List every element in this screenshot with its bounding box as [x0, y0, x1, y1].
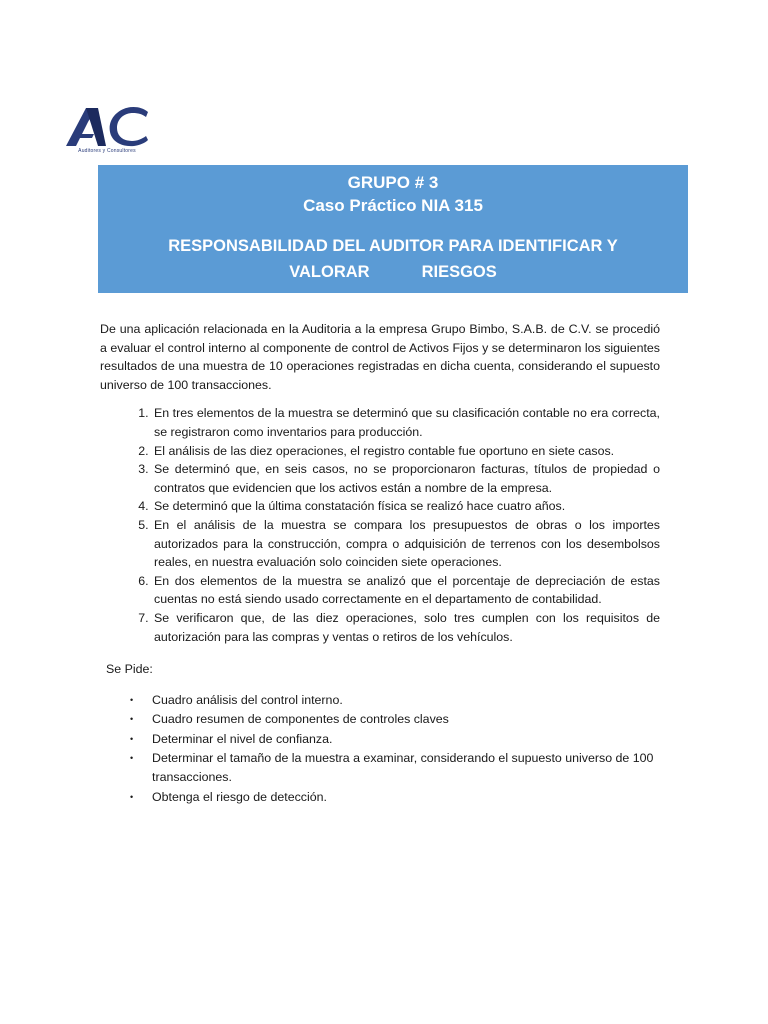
- document-body: [100, 320, 660, 807]
- logo-subtitle: Auditores y Consultores: [78, 148, 136, 154]
- finding-item: 1. En tres elementos de la muestra se determinó que su clasificación contable no era correcta, se registraron como inventarios para producción.: [152, 404, 660, 441]
- finding-item: 6. En dos elementos de la muestra se analizó que el porcentaje de depreciación de estas cuentas no está siendo usado correctamente en el departamento de contabilidad.: [152, 572, 660, 609]
- task-item: • Cuadro análisis del control interno.: [152, 691, 660, 710]
- findings-list: [100, 404, 660, 646]
- finding-item: 4. Se determinó que la última constatación física se realizó hace cuatro años.: [152, 497, 660, 516]
- main-title-word-riesgos: RIESGOS: [421, 263, 497, 281]
- task-item: • Cuadro resumen de componentes de controles claves: [152, 710, 660, 729]
- tasks-list: [100, 691, 660, 807]
- finding-item: 2. El análisis de las diez operaciones, el registro contable fue oportuno en siete casos.: [152, 442, 660, 461]
- finding-item: 5. En el análisis de la muestra se compara los presupuestos de obras o los importes autorizados para la construcción, compra o adquisición de terrenos con los desembolsos reales, en nuestra evaluación solo coinciden siete operaciones.: [152, 516, 660, 572]
- intro-paragraph: De una aplicación relacionada en la Auditoria a la empresa Grupo Bimbo, S.A.B. de C.V. se procedió a evaluar el control interno al componente de control de Activos Fijos y se determinaron los siguientes resultados de una muestra de 10 operaciones registradas en dicha cuenta, considerando el supuesto universo de 100 transacciones.: [100, 322, 660, 392]
- finding-item: 7. Se verificaron que, de las diez operaciones, solo tres cumplen con los requisitos de autorización para las compras y ventas o retiros de los vehículos.: [152, 609, 660, 646]
- task-item: • Determinar el nivel de confianza.: [152, 730, 660, 749]
- ac-logo-icon: [62, 104, 152, 148]
- main-title-line1: RESPONSABILIDAD DEL AUDITOR PARA IDENTIFICAR Y: [168, 237, 618, 255]
- task-item: • Determinar el tamaño de la muestra a examinar, considerando el supuesto universo de 100 transacciones.: [152, 749, 660, 786]
- task-item: • Obtenga el riesgo de detección.: [152, 788, 660, 807]
- case-title: Caso Práctico NIA 315: [303, 196, 483, 215]
- company-logo: [62, 104, 152, 158]
- se-pide-heading: Se Pide:: [106, 662, 153, 677]
- main-title-word-valorar: VALORAR: [289, 263, 370, 281]
- group-title: GRUPO # 3: [347, 173, 439, 192]
- finding-item: 3. Se determinó que, en seis casos, no se proporcionaron facturas, títulos de propiedad o contratos que evidencien que los activos están a nombre de la empresa.: [152, 460, 660, 497]
- title-banner: [98, 165, 688, 293]
- main-title-line2: [98, 263, 688, 282]
